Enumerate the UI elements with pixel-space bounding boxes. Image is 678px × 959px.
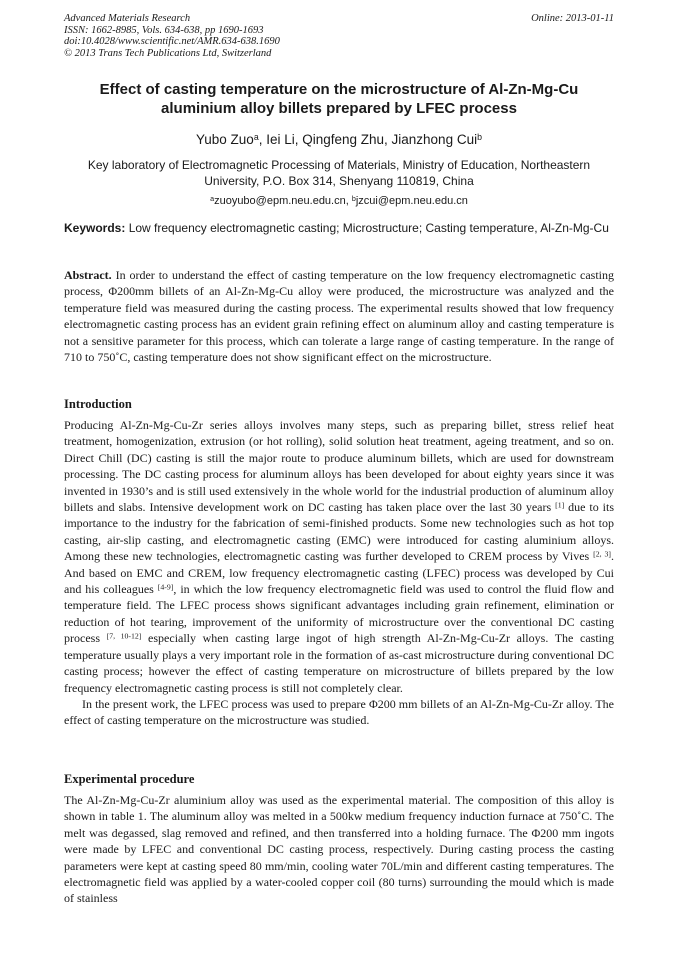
title-line-2: aluminium alloy billets prepared by LFEC process [161,100,517,117]
journal-name: Advanced Materials Research [64,13,191,24]
abstract [64,267,614,365]
introduction-paragraph-1 [64,417,614,696]
author-first: Yubo Zuo [196,132,254,147]
keywords-label: Keywords: [64,221,126,235]
citation-3: [4-9] [157,582,174,592]
introduction-paragraph-2: In the present work, the LFEC process was used to prepare Φ200 mm billets of an Al-Zn-Mg-Cu-Zr alloy. The effect of casting temperature on the microstructure was studied. [64,696,614,728]
author-emails [64,194,614,208]
section-heading-introduction: Introduction [64,397,132,411]
citation-4: [7, 10-12] [106,631,142,641]
section-heading-experimental: Experimental procedure [64,772,195,786]
journal-header [64,13,280,59]
affiliation-line-2: University, P.O. Box 314, Shenyang 110819, China [204,174,474,188]
author-list [64,131,614,148]
author-others: , Iei Li, Qingfeng Zhu, Jianzhong Cui [258,132,478,147]
online-date: Online: 2013-01-11 [531,13,614,24]
issn-line: ISSN: 1662-8985, Vols. 634-638, pp 1690-1693 [64,24,264,36]
author-last-mark: b [477,132,482,143]
keywords-text: Low frequency electromagnetic casting; Microstructure; Casting temperature, Al-Zn-Mg-Cu [125,221,609,235]
intro-text: due to its importance to the industry for the fabrication of semi-finished products. Some new technologies such as hot top casting, air-slip casting, and electromagnetic casting (EMC) were introduced for casting aluminium alloys. Among these new technologies, electromagnetic casting was further developed to CREM process by Vives [64,500,614,564]
abstract-label: Abstract. [64,268,112,282]
email-mark-a: a [210,194,215,203]
doi-line: doi:10.4028/www.scientific.net/AMR.634-638.1690 [64,36,280,48]
email-a: zuoyubo@epm.neu.edu.cn, [214,195,352,207]
affiliation [64,157,614,189]
intro-text: . And based on EMC and CREM, low frequency electromagnetic casting (LFEC) process was developed by Cui and his colleagues [64,549,614,597]
keywords [64,221,614,237]
experimental-body [64,792,614,907]
copyright-line: © 2013 Trans Tech Publications Ltd, Switzerland [64,47,272,59]
experimental-paragraph: The Al-Zn-Mg-Cu-Zr aluminium alloy was used as the experimental material. The composition of this alloy is shown in table 1. The aluminum alloy was melted in a 500kw medium frequency induction furnace at 750˚C. The melt was degassed, slag removed and refined, and then transferred into a holding furnace. The Φ200 mm ingots were made by LFEC and conventional DC casting process, respectively. During casting process the casting parameters were kept at casting speed 80 mm/min, cooling water 70L/min and different casting temperatures. The electromagnetic field was applied by a water-cooled copper coil (80 turns) surrounding the mould which is made of stainless [64,793,614,906]
citation-2: [2, 3] [593,549,611,559]
title-line-1: Effect of casting temperature on the microstructure of Al-Zn-Mg-Cu [99,81,579,98]
abstract-text: In order to understand the effect of casting temperature on the low frequency electromagnetic casting process, Φ200mm billets of an Al-Zn-Mg-Cu alloy were produced, the microstructure was analyzed and the temperature field was measured during the casting process. The experimental results showed that low frequency electromagnetic casting process has an evident grain refining effect on aluminum alloy and casting temperature is not a sensitive parameter for this process, which can tolerate a large range of casting temperature. In the range of 710 to 750˚C, casting temperature does not show significant effect on the microstructure. [64,268,614,365]
intro-text: especially when casting large ingot of high strength Al-Zn-Mg-Cu-Zr alloys. The casting temperature usually plays a very important role in the formation of as-cast microstructure during conventional DC casting process; however the effect of casting temperature on microstructure of billets prepared by the low frequency electromagnetic casting process is still not completely clear. [64,631,614,695]
intro-text: , in which the low frequency electromagnetic field was used to control the fluid flow and temperature field. The LFEC process shows significant advantages including grain refinement, elimination or reduction of hot tearing, improvement of the uniformity of microstructure over the conventional DC casting process [64,582,614,646]
affiliation-line-1: Key laboratory of Electromagnetic Processing of Materials, Ministry of Education, Northeastern [87,158,591,172]
introduction-body [64,417,614,729]
paper-title [64,80,614,118]
author-first-mark: a [253,132,259,143]
intro-text: Producing Al-Zn-Mg-Cu-Zr series alloys involves many steps, such as preparing billet, stress relief heat treatment, homogenization, extrusion (or hot rolling), solid solution heat treatment, ageing treatment, and so on. Direct Chill (DC) casting is still the major route to produce aluminum billets, which are used for downstream processing. The DC casting process for aluminum alloys has been developed for about eighty years since it was invented in 1930’s and is still used extensively in the whole world for the industrial production of aluminum alloy billets and slabs. Intensive development work on DC casting has taken place over the last 30 years [64,418,614,515]
email-b: jzcui@epm.neu.edu.cn [355,195,468,207]
citation-1: [1] [555,500,565,510]
email-mark-b: b [351,194,356,203]
